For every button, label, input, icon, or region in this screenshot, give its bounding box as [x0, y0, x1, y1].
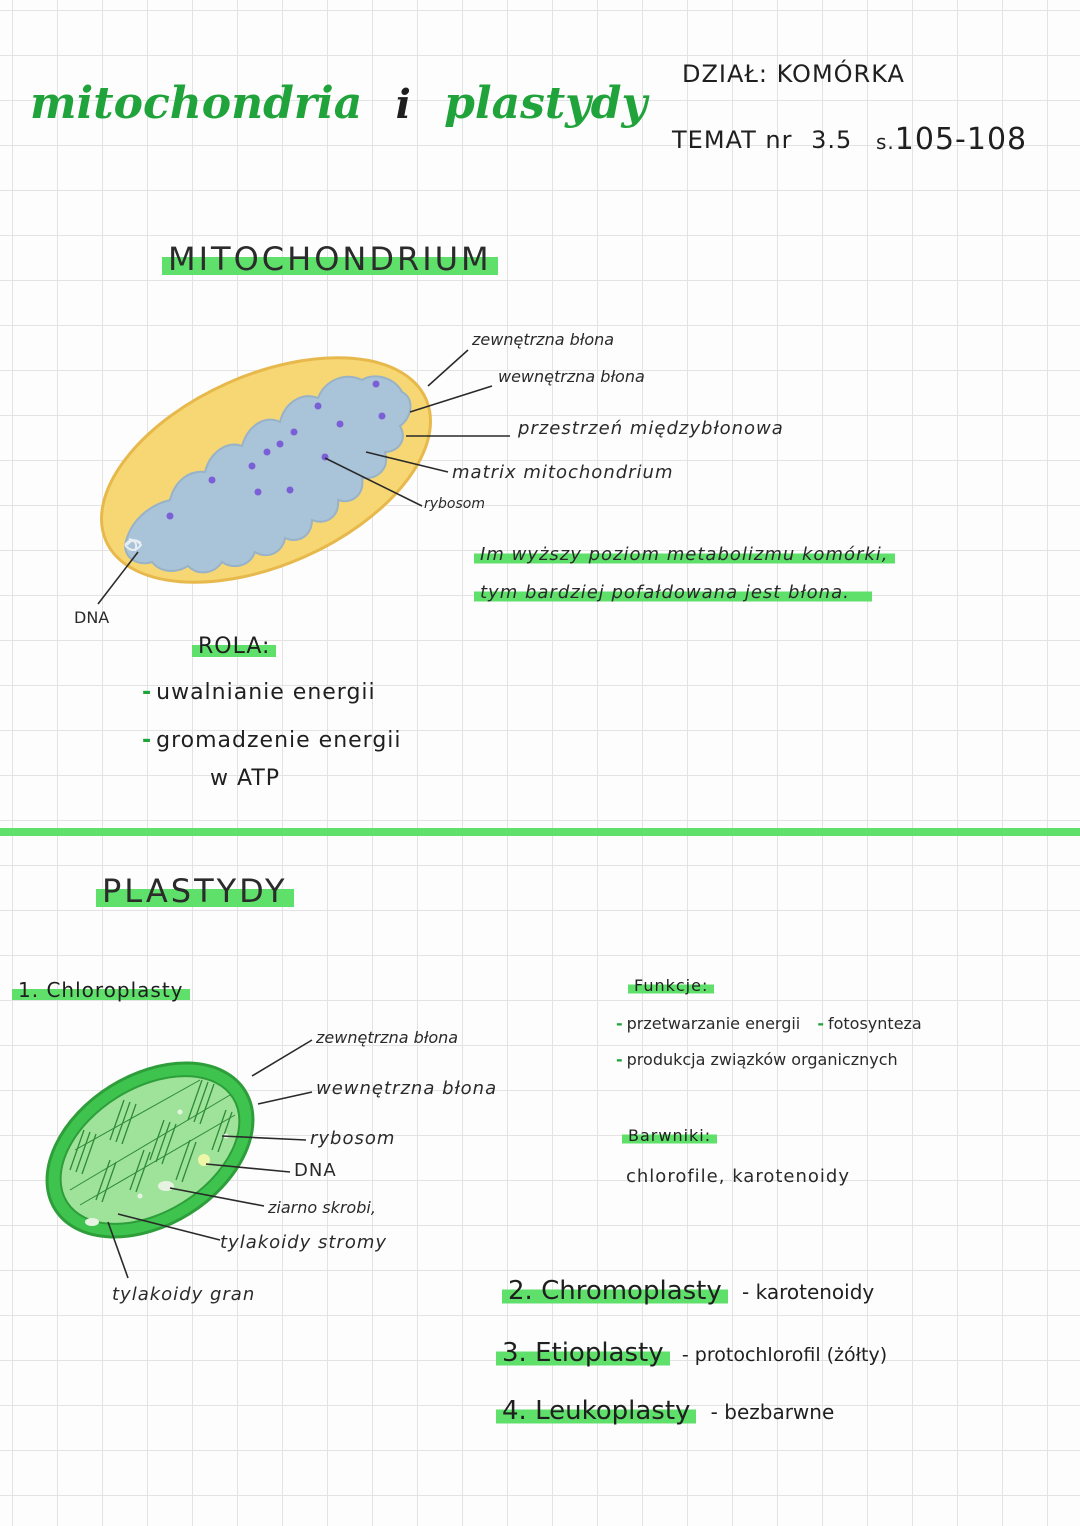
- temat-number: 3.5: [811, 126, 853, 154]
- pigments-heading: Barwniki:: [622, 1126, 717, 1145]
- dzial-label: DZIAŁ: KOMÓRKA: [682, 60, 905, 88]
- mito-label-dna: DNA: [74, 608, 110, 627]
- mitochondrion-diagram: [67, 312, 510, 628]
- mitochondrium-heading: MITOCHONDRIUM: [162, 240, 498, 278]
- role-text-2: gromadzenie energii: [156, 728, 402, 753]
- role-item-1: [142, 680, 376, 705]
- chloro-label-dna: DNA: [294, 1160, 337, 1181]
- mito-label-matrix: matrix mitochondrium: [452, 462, 674, 483]
- plastid-type-name: 3. Etioplasty: [496, 1338, 670, 1368]
- mito-label-ribosome: rybosom: [424, 496, 485, 512]
- plastid-type-desc: - bezbarwne: [710, 1400, 835, 1424]
- chloro-label-grana: tylakoidy gran: [112, 1284, 256, 1305]
- bullet-icon: -: [616, 1014, 623, 1033]
- title-part1: mitochondria: [30, 78, 363, 129]
- function-text-1: przetwarzanie energii: [626, 1014, 801, 1033]
- mito-label-outer-membrane: zewnętrzna błona: [472, 330, 615, 349]
- role-item-2: [142, 728, 402, 753]
- function-text-3: produkcja związków organicznych: [626, 1050, 898, 1069]
- function-item-2: [616, 1050, 898, 1069]
- role-text-1: uwalnianie energii: [156, 680, 376, 705]
- mito-note-line2: tym bardziej pofałdowana jest błona.: [474, 582, 872, 603]
- chloroplast-heading: 1. Chloroplasty: [12, 978, 190, 1002]
- pages-value: 105-108: [894, 122, 1028, 157]
- chloro-label-outer: zewnętrzna błona: [316, 1028, 459, 1047]
- bullet-icon: -: [817, 1014, 824, 1033]
- plastid-type-name: 4. Leukoplasty: [496, 1396, 696, 1426]
- pigments-text: chlorofile, karotenoidy: [626, 1166, 850, 1187]
- chloro-starch-shape: [158, 1181, 174, 1191]
- function-text-2: fotosynteza: [827, 1014, 922, 1033]
- chloro-label-starch: ziarno skrobi,: [268, 1198, 376, 1217]
- bullet-icon: -: [142, 680, 153, 705]
- role-heading: ROLA:: [192, 634, 276, 659]
- role-item-3: w ATP: [210, 766, 281, 791]
- plastid-type-desc: - karotenoidy: [742, 1280, 875, 1304]
- bullet-icon: -: [616, 1050, 623, 1069]
- plastid-type-name: 2. Chromoplasty: [502, 1276, 728, 1306]
- functions-heading: Funkcje:: [628, 976, 714, 995]
- mito-label-inner-membrane: wewnętrzna błona: [498, 367, 645, 386]
- plastid-type-leukoplasty: [496, 1396, 834, 1426]
- title-part2: plastydy: [444, 78, 648, 129]
- section-divider: [0, 828, 1080, 836]
- chloro-label-ribosome: rybosom: [310, 1128, 396, 1149]
- plastid-type-chromoplasty: [502, 1276, 874, 1306]
- chloro-starch-shape-2: [85, 1218, 99, 1226]
- plastydy-heading: PLASTYDY: [96, 872, 294, 910]
- temat-label: TEMAT nr: [672, 126, 793, 154]
- plastid-type-etioplasty: [496, 1338, 887, 1368]
- title-joiner: i: [395, 81, 411, 128]
- pages-prefix: s.: [876, 130, 895, 154]
- bullet-icon: -: [142, 728, 153, 753]
- chloro-label-inner: wewnętrzna błona: [316, 1078, 498, 1099]
- plastid-type-desc: - protochlorofil (żółty): [681, 1344, 888, 1366]
- mito-note-line1: Im wyższy poziom metabolizmu komórki,: [474, 544, 895, 565]
- function-item-1: [616, 1014, 922, 1033]
- mito-label-intermembrane: przestrzeń międzybłonowa: [518, 418, 784, 439]
- chloro-label-stroma: tylakoidy stromy: [220, 1232, 388, 1253]
